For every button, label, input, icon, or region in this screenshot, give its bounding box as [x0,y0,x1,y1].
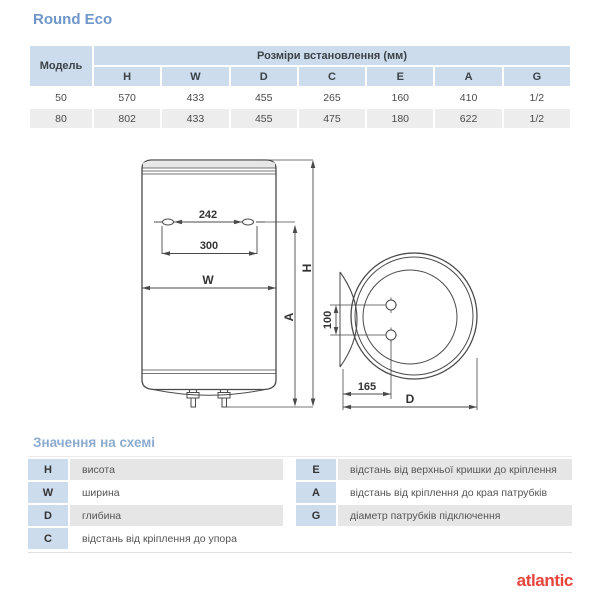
table-header-row-columns [30,67,570,86]
column-header-g: G [504,67,570,86]
cell-value: 570 [94,88,160,107]
dim-label-242: 242 [198,209,218,221]
cell-value: 265 [299,88,365,107]
legend-key: E [296,459,336,480]
cell-value: 802 [94,109,160,128]
legend-label: діаметр патрубків підключення [338,505,572,526]
installation-dimensions-table [28,44,572,130]
cell-model: 50 [30,88,92,107]
tank-outer-circle [351,253,477,379]
legend-label: відстань від кріплення до края патрубків [338,482,572,503]
legend-table [28,456,572,553]
legend-row-e [296,459,572,480]
legend-key: A [296,482,336,503]
legend-label: відстань від кріплення до упора [70,528,283,549]
table-group-header: Розміри встановлення (мм) [94,46,570,65]
wall-bracket-curve [340,272,357,367]
cell-value: 1/2 [504,88,570,107]
tank-cap-lines [142,168,276,174]
cell-value: 180 [367,109,433,128]
column-header-c: C [299,67,365,86]
column-header-model: Модель [30,46,92,86]
legend-key: D [28,505,68,526]
front-view [142,160,315,407]
legend-label: висота [70,459,283,480]
legend-row-a [296,482,572,503]
column-header-a: A [435,67,501,86]
legend-row-d [28,505,283,526]
cell-value: 455 [231,109,297,128]
tank-bottom-skirt [153,390,265,396]
port-upper [386,300,396,310]
tank-bottom-seams [142,370,276,374]
cell-value: 160 [367,88,433,107]
column-header-w: W [162,67,228,86]
dim-label-a: A [282,312,296,322]
legend-key: W [28,482,68,503]
table-row-model-80 [30,109,570,128]
atlantic-logo: atlantic [516,571,573,590]
legend-label: ширина [70,482,283,503]
legend-key: H [28,459,68,480]
legend-label: глибина [70,505,283,526]
table-row-model-50 [30,88,570,107]
cell-value: 1/2 [504,109,570,128]
cell-value: 455 [231,88,297,107]
dim-label-w: W [202,273,214,287]
cell-value: 433 [162,109,228,128]
cell-value: 433 [162,88,228,107]
column-header-d: D [231,67,297,86]
cell-value: 475 [299,109,365,128]
tank-ring-circle [355,257,473,375]
legend-row-h [28,459,283,480]
pipe-fittings [187,390,230,408]
legend-column-left [28,459,283,549]
tank-top-band [143,161,275,168]
dim-label-h: H [300,263,314,273]
front-view-arrowheads [142,160,315,407]
column-header-h: H [94,67,160,86]
mount-hole-right [243,219,254,225]
dim-label-100: 100 [322,310,334,330]
legend-row-c [28,528,283,549]
legend-column-right [296,459,572,549]
dim-label-d: D [405,392,415,406]
column-header-e: E [367,67,433,86]
legend-row-w [28,482,283,503]
page-title: Round Eco [33,11,113,28]
top-view [330,253,477,410]
mount-hole-left [163,219,174,225]
dim-label-165: 165 [357,381,377,393]
port-lower [386,330,396,340]
installation-diagram [0,140,600,440]
legend-row-g [296,505,572,526]
legend-heading: Значення на схемі [33,435,156,450]
dim-label-300: 300 [199,240,219,252]
tank-inner-circle [363,270,457,364]
legend-label: відстань від верхньої кришки до кріплення [338,459,572,480]
cell-value: 410 [435,88,501,107]
legend-key: C [28,528,68,549]
cell-model: 80 [30,109,92,128]
table-header-row-group [30,46,570,65]
legend-key: G [296,505,336,526]
cell-value: 622 [435,109,501,128]
